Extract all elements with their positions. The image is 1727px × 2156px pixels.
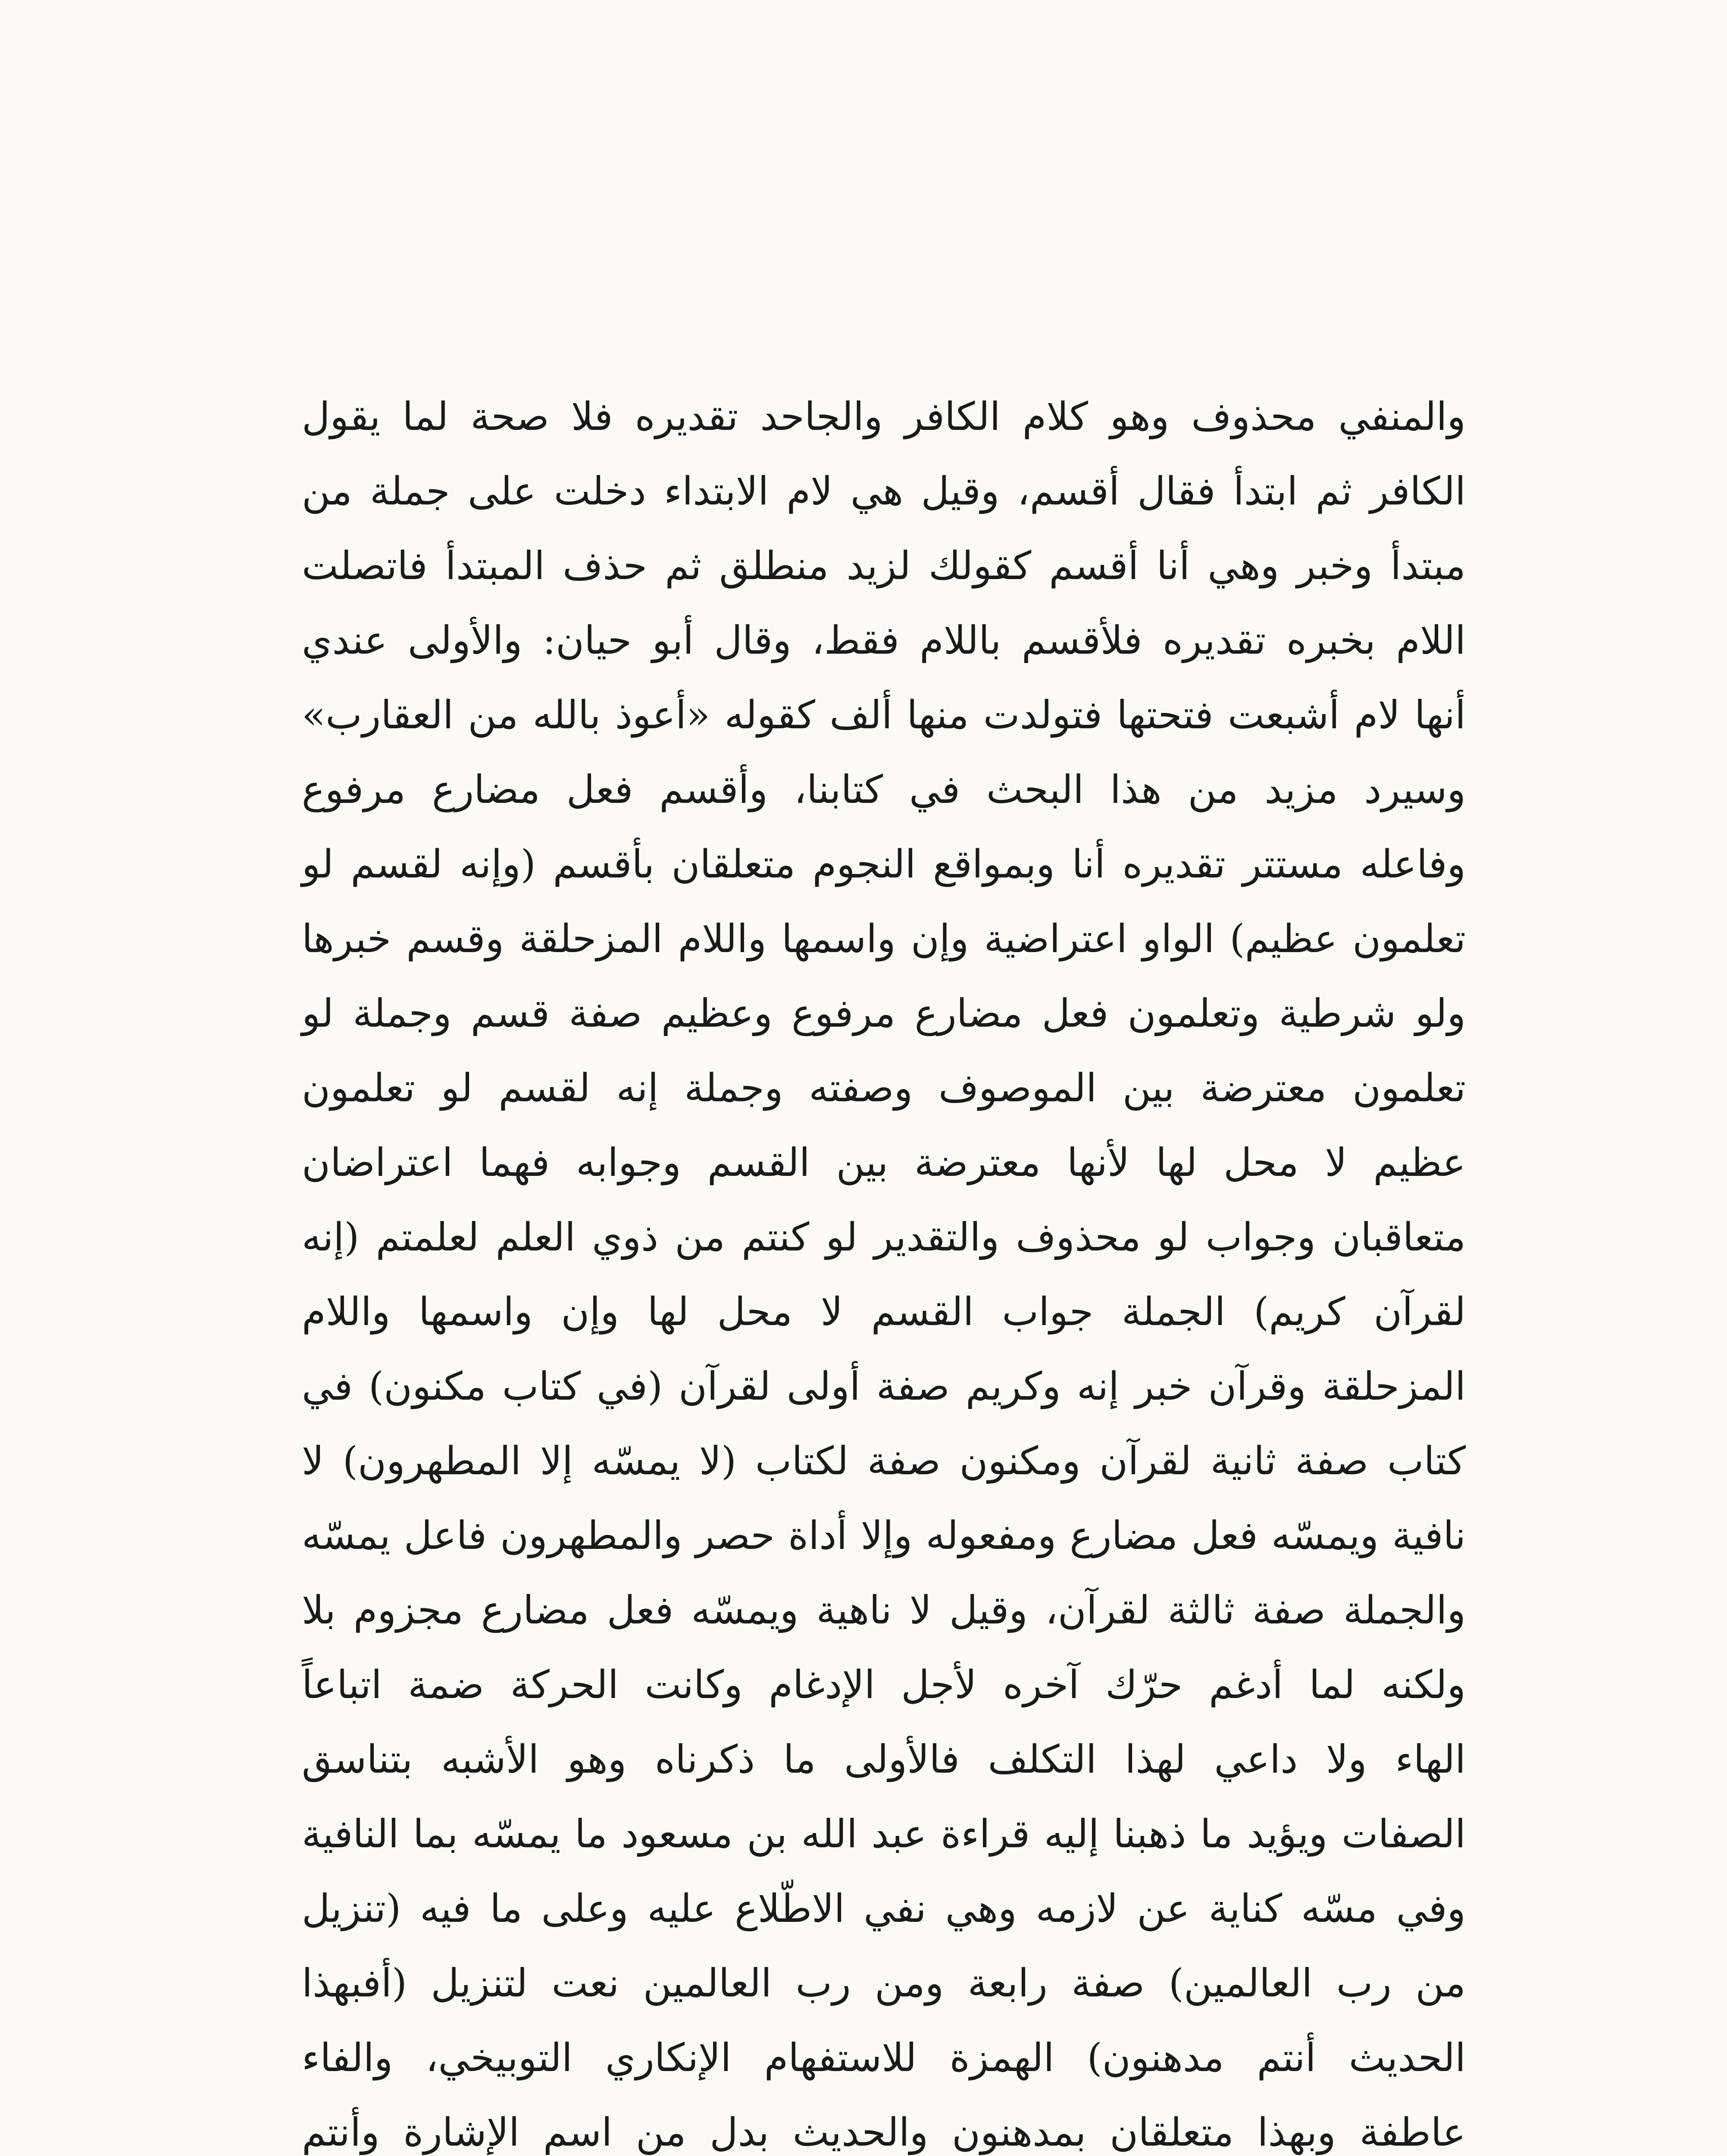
text-line: اللام بخبره تقديره فلأقسم باللام فقط، وقال أبو حيان: والأولى عندي [302, 618, 1466, 663]
text-line: وفي مسّه كناية عن لازمه وهي نفي الاطّلاع عليه وعلى ما فيه (تنزيل [302, 1886, 1466, 1931]
text-line: متعاقبان وجواب لو محذوف والتقدير لو كنتم من ذوي العلم لعلمتم (إنه [302, 1215, 1466, 1260]
body-text [302, 379, 1466, 2156]
text-line: والمنفي محذوف وهو كلام الكافر والجاحد تقديره فلا صحة لما يقول [302, 394, 1466, 439]
text-line: عظيم لا محل لها لأنها معترضة بين القسم وجوابه فهما اعتراضان [302, 1140, 1466, 1185]
text-line: من رب العالمين) صفة رابعة ومن رب العالمين نعت لتنزيل (أفبهذا [302, 1961, 1466, 2006]
text-line: مبتدأ وخبر وهي أنا أقسم كقولك لزيد منطلق ثم حذف المبتدأ فاتصلت [302, 543, 1466, 589]
text-line: نافية ويمسّه فعل مضارع ومفعوله وإلا أداة حصر والمطهرون فاعل يمسّه [302, 1513, 1466, 1558]
text-line: الحديث أنتم مدهنون) الهمزة للاستفهام الإنكاري التوبيخي، والفاء [302, 2035, 1466, 2081]
text-line: الصفات ويؤيد ما ذهبنا إليه قراءة عبد الله بن مسعود ما يمسّه بما النافية [302, 1811, 1466, 1857]
text-line: أنها لام أشبعت فتحتها فتولدت منها ألف كقوله «أعوذ بالله من العقارب» [302, 693, 1466, 738]
text-line: والجملة صفة ثالثة لقرآن، وقيل لا ناهية ويمسّه فعل مضارع مجزوم بلا [302, 1588, 1466, 1633]
text-line: وسيرد مزيد من هذا البحث في كتابنا، وأقسم فعل مضارع مرفوع [302, 767, 1466, 812]
text-line: الكافر ثم ابتدأ فقال أقسم، وقيل هي لام الابتداء دخلت على جملة من [302, 469, 1466, 514]
text-line: ولو شرطية وتعلمون فعل مضارع مرفوع وعظيم صفة قسم وجملة لو [302, 991, 1466, 1036]
text-line: المزحلقة وقرآن خبر إنه وكريم صفة أولى لقرآن (في كتاب مكنون) في [302, 1364, 1466, 1409]
text-line: تعلمون عظيم) الواو اعتراضية وإن واسمها واللام المزحلقة وقسم خبرها [302, 916, 1466, 962]
text-line: عاطفة وبهذا متعلقان بمدهنون والحديث بدل من اسم الإشارة وأنتم [302, 2110, 1466, 2155]
text-line: وفاعله مستتر تقديره أنا وبمواقع النجوم متعلقان بأقسم (وإنه لقسم لو [302, 842, 1466, 887]
text-line: لقرآن كريم) الجملة جواب القسم لا محل لها وإن واسمها واللام [302, 1289, 1466, 1335]
text-line: ولكنه لما أدغم حرّك آخره لأجل الإدغام وكانت الحركة ضمة اتباعاً [302, 1662, 1466, 1708]
text-line: الهاء ولا داعي لهذا التكلف فالأولى ما ذكرناه وهو الأشبه بتناسق [302, 1737, 1466, 1782]
text-line: كتاب صفة ثانية لقرآن ومكنون صفة لكتاب (لا يمسّه إلا المطهرون) لا [302, 1438, 1466, 1484]
text-line: تعلمون معترضة بين الموصوف وصفته وجملة إنه لقسم لو تعلمون [302, 1065, 1466, 1111]
